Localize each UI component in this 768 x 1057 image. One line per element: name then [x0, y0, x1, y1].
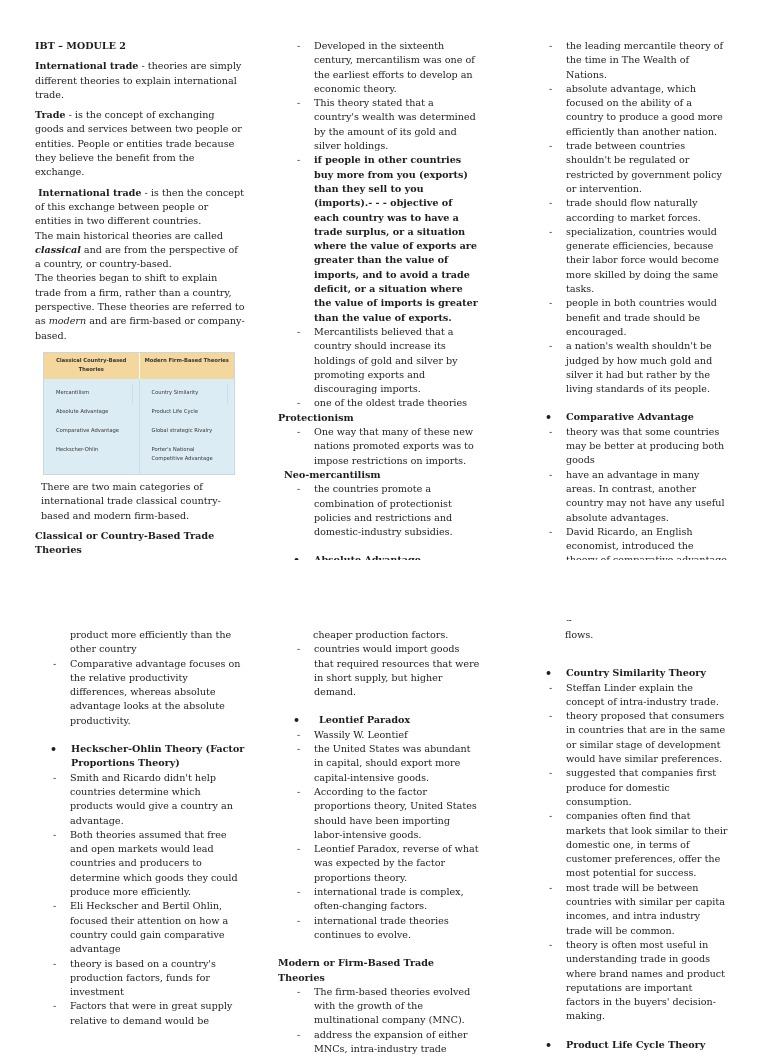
- country-similarity-list: [530, 682, 728, 1025]
- intl-trade-exchange-definition: International trade - is then the concept of this exchange between people or entities in two different countries.: [35, 187, 244, 228]
- list-item: - The firm-based theories evolved with the growth of the multinational company (MNC).: [278, 986, 480, 1029]
- page1-column-2: [278, 40, 480, 569]
- list-item: - absolute advantage, which focused on the ability of a country to produce a good more efficiently than another nation.: [530, 83, 728, 140]
- list-item: - the countries promote a combination of protectionist policies and restrictions and domestic-industry subsidies.: [278, 483, 480, 540]
- historical-theories-text: The main historical theories are called classical and are from the perspective of a country, or country-based.: [35, 230, 238, 271]
- continued-text: flows.: [565, 630, 594, 641]
- list-item: - the United States was abundant in capital, should export more capital-intensive goods.: [278, 743, 480, 786]
- list-item: - if people in other countries buy more from you (exports) than they sell to you (imports).- - - objective of each country was to have a trade surplus, or a situation where the value of exports are greater than the value of imports, and to avoid a trade deficit, or a situation where the value of imports is greater than the value of exports.: [278, 154, 480, 326]
- two-categories-text: There are two main categories of international trade classical country-based and modern firm-based.: [41, 481, 221, 522]
- list-item: - countries would import goods that required resources that were in short supply, but higher demand.: [278, 643, 480, 700]
- list-item: - According to the factor proportions theory, United States should have been importing labor-intensive goods.: [278, 786, 480, 843]
- heckscher-ohlin-list: [35, 772, 245, 1029]
- page1-column-1: [35, 40, 245, 585]
- page2-column-2: [278, 629, 480, 1057]
- comparative-advantage-bullet: • Comparative Advantage: [530, 411, 728, 425]
- heckscher-ohlin-bullet: • Heckscher-Ohlin Theory (Factor Proportions Theory): [35, 743, 245, 772]
- list-item: - Eli Heckscher and Bertil Ohlin, focused their attention on how a country could gain comparative advantage: [35, 900, 245, 957]
- list-item: - theory was that some countries may be better at producing both goods: [530, 426, 728, 469]
- list-item: - David Ricardo, an English economist, introduced the: [530, 526, 728, 583]
- modern-theories-heading: Modern or Firm-Based Trade Theories: [278, 958, 435, 984]
- table-cell: Porter's National Competitive Advantage: [151, 446, 213, 462]
- page-gap: [0, 560, 768, 620]
- list-item: - Leontief Paradox, reverse of what was expected by the factor proportions theory.: [278, 843, 480, 886]
- trade-definition: Trade - is the concept of exchanging goods and services between two people or entities. People or entities trade because they believe the benefit from the exchange.: [35, 110, 242, 179]
- country-similarity-bullet: • Country Similarity Theory: [530, 667, 728, 681]
- product-life-cycle-bullet: • Product Life Cycle Theory: [530, 1039, 728, 1053]
- protectionism-heading: Protectionism: [278, 412, 354, 424]
- list-item: - theory is often most useful in understanding trade in goods where brand names and product reputations are important factors in the buyers' decision-making.: [530, 939, 728, 1025]
- table-cell: Mercantilism: [50, 384, 133, 403]
- list-item: - a nation's wealth shouldn't be judged by how much gold and silver it had but rather by the living standards of its people.: [530, 340, 728, 397]
- mercantilism-list: [278, 40, 480, 412]
- list-item: - Wassily W. Leontief: [278, 729, 480, 743]
- list-item: - Factors that were in great supply relative to demand would be: [35, 1000, 245, 1029]
- list-item: - specialization, countries would generate efficiencies, because their labor force would become more skilled by doing the same tasks.: [530, 226, 728, 297]
- protectionism-list: [278, 426, 480, 469]
- list-item: - people in both countries would benefit and trade should be encouraged.: [530, 297, 728, 340]
- list-item: - trade between countries shouldn't be regulated or restricted by government policy or intervention.: [530, 140, 728, 197]
- list-item: - One way that many of these new nations promoted exports was to impose restrictions on imports.: [278, 426, 480, 469]
- leontief-list: [278, 729, 480, 943]
- neo-mercantilism-heading: Neo-mercantilism: [284, 469, 381, 481]
- theories-table: [43, 352, 235, 475]
- list-item: - Developed in the sixteenth century, mercantilism was one of the earliest efforts to develop an economic theory.: [278, 40, 480, 97]
- continued-text: cheaper production factors.: [313, 630, 449, 641]
- list-item: - have an advantage in many areas. In contrast, another country may not have any useful absolute advantages.: [530, 469, 728, 526]
- list-item: - Smith and Ricardo didn't help countries determine which products would give a country an advantage.: [35, 772, 245, 829]
- comparative-cont-list: [35, 658, 245, 729]
- table-cell: Heckscher-Ohlin: [56, 446, 99, 453]
- modern-header: Modern Firm-Based Theories: [140, 353, 235, 379]
- table-cell: Country Similarity: [146, 384, 229, 403]
- shift-theories-text: The theories began to shift to explain trade from a firm, rather than a country, perspective. These theories are referred to as modern and are firm-based or company- based.: [35, 273, 245, 342]
- modern-theories-list: [278, 986, 480, 1057]
- list-item: - one of the oldest trade theories: [278, 397, 480, 411]
- classical-list: [44, 379, 140, 474]
- module-title: IBT – MODULE 2: [35, 41, 126, 52]
- intl-trade-definition: International trade - theories are simply different theories to explain international trade.: [35, 61, 242, 101]
- list-item: - This theory stated that a country's wealth was determined by the amount of its gold and silver holdings.: [278, 97, 480, 154]
- page2-column-3: [530, 629, 728, 1053]
- table-cell: Absolute Advantage: [56, 408, 109, 415]
- table-cell: Product Life Cycle: [151, 408, 199, 415]
- list-item: - theory is based on a country's production factors, funds for investment: [35, 958, 245, 1001]
- continued-text: product more efficiently than the other country: [70, 630, 232, 656]
- page1-column-3: [530, 40, 728, 626]
- list-item: - international trade theories continues to evolve.: [278, 915, 480, 944]
- list-item: - suggested that companies first produce for domestic consumption.: [530, 767, 728, 810]
- list-item: - the leading mercantile theory of the time in The Wealth of Nations.: [530, 40, 728, 83]
- heckscher-cont-list: [278, 643, 480, 700]
- list-item: - Mercantilists believed that a country should increase its holdings of gold and silver by promoting exports and discouraging imports.: [278, 326, 480, 397]
- list-item: - address the expansion of either MNCs, intra-industry trade: [278, 1029, 480, 1057]
- list-item: - trade should flow naturally according to market forces.: [530, 197, 728, 226]
- absolute-advantage-list: [530, 40, 728, 397]
- page2-column-1: [35, 629, 245, 1029]
- table-cell: Comparative Advantage: [56, 427, 120, 434]
- neo-mercantilism-list: [278, 483, 480, 540]
- modern-list: [140, 379, 235, 474]
- list-item: - Both theories assumed that free and open markets would lead countries and producers to determine which goods they could produce more efficiently.: [35, 829, 245, 900]
- list-item: - most trade will be between countries with similar per capita incomes, and intra industry trade will be common.: [530, 882, 728, 939]
- classical-heading: Classical or Country-Based Trade Theories: [35, 530, 215, 557]
- list-item: - Steffan Linder explain the concept of intra-industry trade.: [530, 682, 728, 711]
- list-item: - companies often find that markets that look similar to their domestic one, in terms of customer preferences, offer the most potential for success.: [530, 810, 728, 881]
- list-item: - theory proposed that consumers in countries that are in the same or similar stage of development would have similar preferences.: [530, 710, 728, 767]
- leontief-paradox-bullet: • Leontief Paradox: [278, 714, 480, 728]
- classical-header: Classical Country-Based Theories: [44, 353, 140, 379]
- list-item: - Comparative advantage focuses on the relative productivity differences, whereas absolute advantage looks at the absolute productivity.: [35, 658, 245, 729]
- table-cell: Global strategic Rivalry: [151, 427, 213, 434]
- list-item: - international trade is complex, often-changing factors.: [278, 886, 480, 915]
